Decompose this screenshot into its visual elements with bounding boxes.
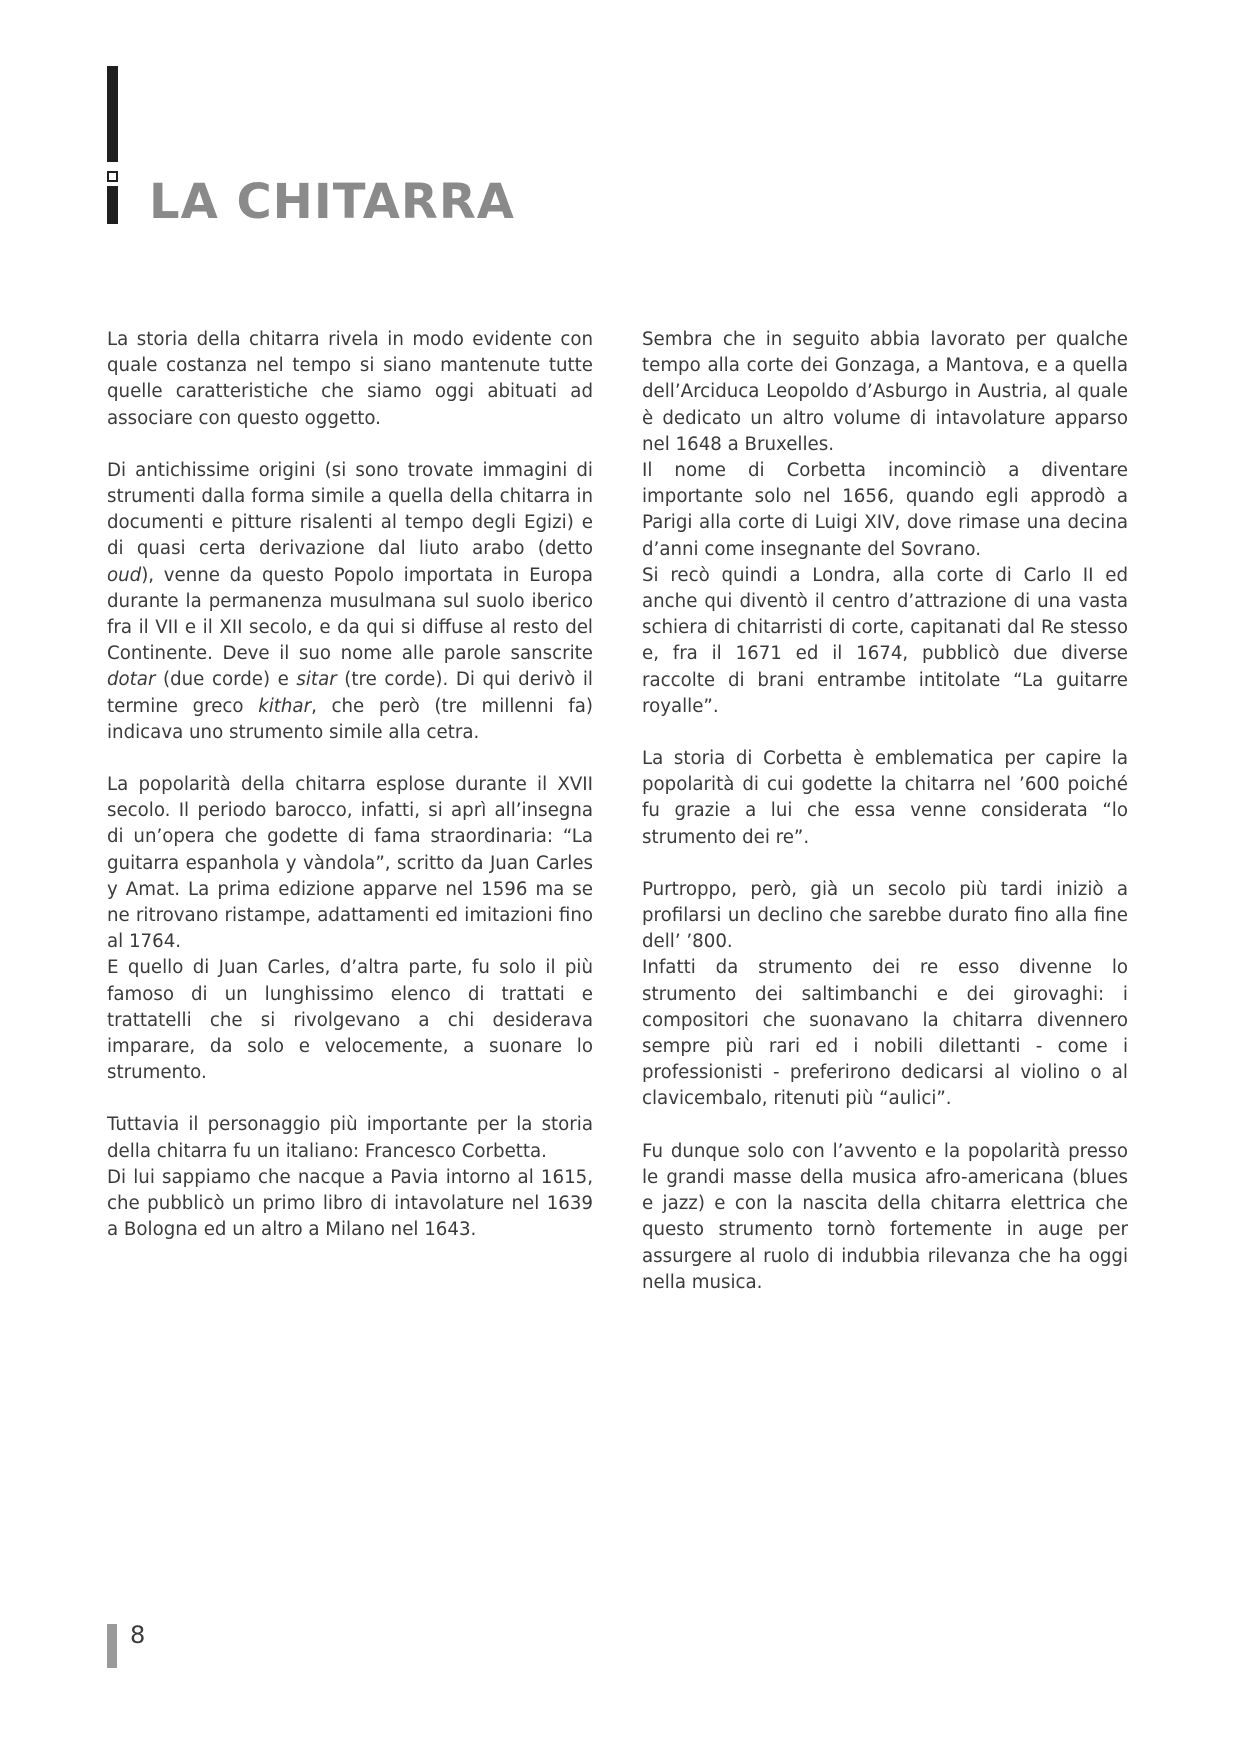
- page-number-bar: [107, 1624, 117, 1668]
- paragraph: Fu dunque solo con l’avvento e la popolarità presso le grandi masse della musica afro-americana (blues e jazz) e con la nascita della chitarra elettrica che questo strumento tornò fortemente in auge per assurgere al ruolo di indubbia rilevanza che ha oggi nella musica.: [642, 1140, 1128, 1293]
- paragraph: Di lui sappiamo che nacque a Pavia intorno al 1615, che pubblicò un primo libro di intavolature nel 1639 a Bologna ed un altro a Milano nel 1643.: [107, 1166, 593, 1241]
- right-column: [642, 327, 1128, 1296]
- paragraph: Purtroppo, però, già un secolo più tardi iniziò a profilarsi un declino che sarebbe durato fino alla fine dell’ ’800.: [642, 878, 1128, 953]
- title-accent-bar: [107, 66, 118, 162]
- italic-term: kithar: [258, 695, 312, 717]
- page-number: 8: [130, 1621, 146, 1649]
- paragraph: Si recò quindi a Londra, alla corte di Carlo II ed anche qui diventò il centro d’attrazione di una vasta schiera di chitarristi di corte, capitanati dal Re stesso e, fra il 1671 ed il 1674, pubblicò due diverse raccolte di brani entrambe intitolate “La guitarre royalle”.: [642, 564, 1128, 717]
- paragraph: Il nome di Corbetta incominciò a diventare importante solo nel 1656, quando egli approdò a Parigi alla corte di Luigi XIV, dove rimase una decina d’anni come insegnante del Sovrano.: [642, 460, 1128, 560]
- paragraph: Infatti da strumento dei re esso divenne lo strumento dei saltimbanchi e dei girovaghi: i compositori che suonavano la chitarra divennero sempre più rari ed i nobili dilettanti - come i professionisti - preferirono dedicarsi al violino o al clavicembalo, ritenuti più “aulici”.: [642, 957, 1128, 1110]
- paragraph: La storia della chitarra rivela in modo evidente con quale costanza nel tempo si siano mantenute tutte quelle caratteristiche che siamo oggi abituati ad associare con questo oggetto.: [107, 329, 593, 429]
- italic-term: dotar: [107, 669, 156, 691]
- title-square-icon: [107, 171, 118, 182]
- title-accent-bar-lower: [107, 186, 118, 224]
- paragraph: Di antichissime origini (si sono trovate immagini di strumenti dalla forma simile a quella della chitarra in documenti e pitture risalenti al tempo degli Egizi) e di quasi certa derivazione dal liuto arabo (detto oud), venne da questo Popolo importata in Europa durante la permanenza musulmana sul suolo iberico fra il VII e il XII secolo, e da qui si diffuse al resto del Continente. Deve il suo nome alle parole sanscrite dotar (due corde) e sitar (tre corde). Di qui derivò il termine greco kithar, che però (tre millenni fa) indicava uno strumento simile alla cetra.: [107, 459, 594, 743]
- paragraph: La popolarità della chitarra esplose durante il XVII secolo. Il periodo barocco, infatti, si aprì all’insegna di un’opera che godette di fama straordinaria: “La guitarra espanhola y vàndola”, scritto da Juan Carles y Amat. La prima edizione apparve nel 1596 ma se ne ritrovano ristampe, adattamenti ed imitazioni fino al 1764.: [107, 774, 593, 953]
- left-column: [107, 327, 593, 1244]
- italic-term: sitar: [296, 669, 337, 691]
- paragraph: Tuttavia il personaggio più importante per la storia della chitarra fu un italiano: Francesco Corbetta.: [107, 1114, 593, 1162]
- paragraph: Sembra che in seguito abbia lavorato per qualche tempo alla corte dei Gonzaga, a Mantova, e a quella dell’Arciduca Leopoldo d’Asburgo in Austria, al quale è dedicato un altro volume di intavolature apparso nel 1648 a Bruxelles.: [642, 329, 1128, 455]
- paragraph: La storia di Corbetta è emblematica per capire la popolarità di cui godette la chitarra nel ’600 poiché fu grazie a lui che essa venne considerata “lo strumento dei re”.: [642, 748, 1128, 848]
- italic-term: oud: [107, 564, 142, 586]
- paragraph: E quello di Juan Carles, d’altra parte, fu solo il più famoso di un lunghissimo elenco di trattati e trattatelli che si rivolgevano a chi desiderava imparare, da solo e velocemente, a suonare lo strumento.: [107, 957, 593, 1084]
- page-title: LA CHITARRA: [149, 174, 515, 230]
